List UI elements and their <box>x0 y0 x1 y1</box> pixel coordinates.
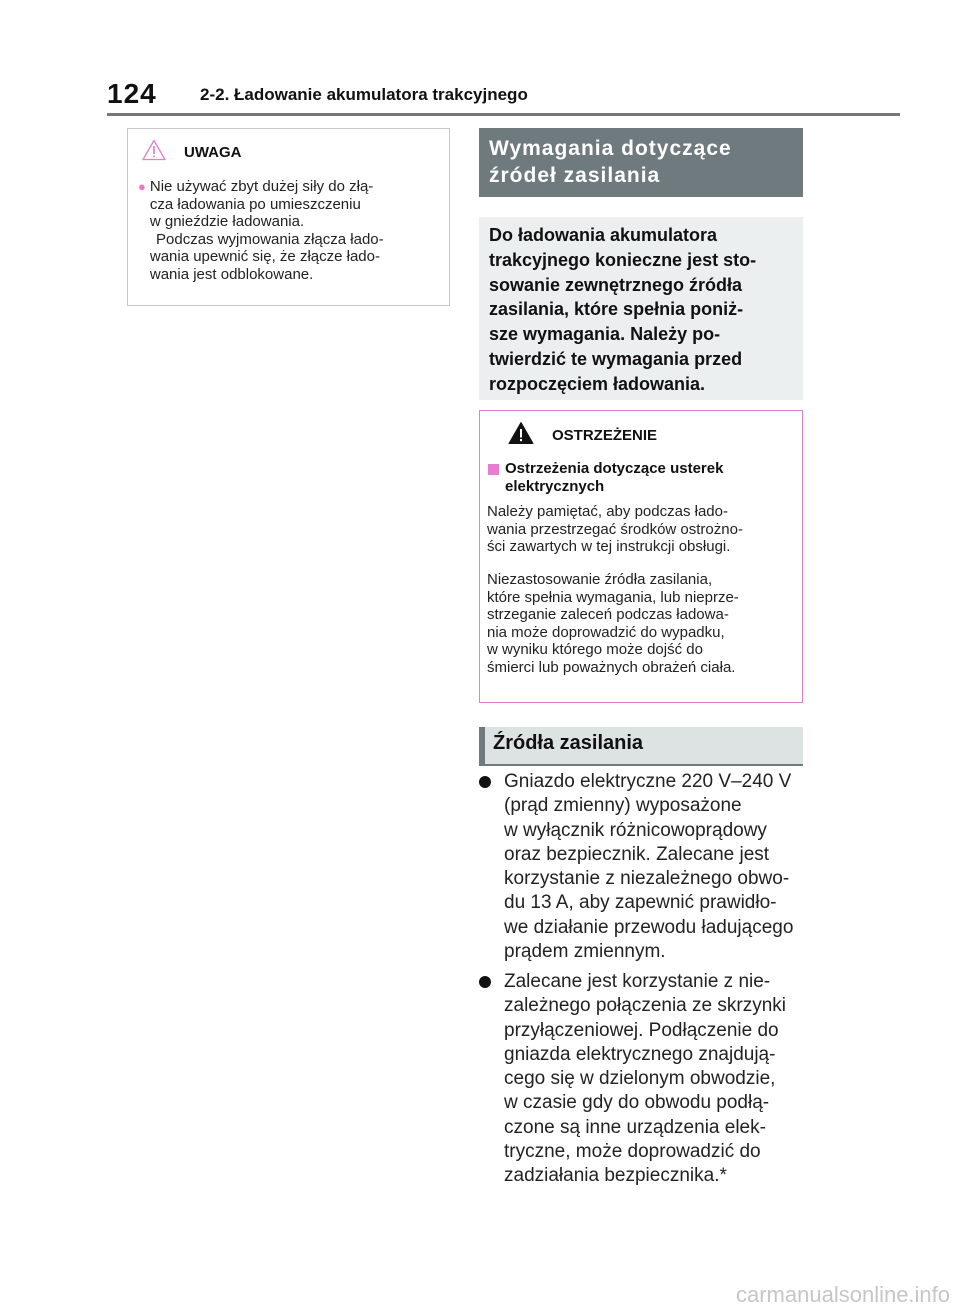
square-bullet-icon <box>488 464 499 475</box>
list-line: oraz bezpiecznik. Zalecane jest <box>504 843 770 865</box>
caution-line: Podczas wyjmowania złącza łado- <box>151 230 384 248</box>
bullet-dot: ● <box>138 179 146 194</box>
caution-line: cza ładowania po umieszczeniu <box>149 195 361 213</box>
caution-box <box>127 128 450 306</box>
warning-subheading <box>488 460 788 495</box>
heading-line: źródeł zasilania <box>489 164 661 187</box>
list-line: w czasie gdy do obwodu podłą- <box>504 1092 770 1114</box>
warning-paragraph-1 <box>487 503 795 556</box>
list-line: przyłączeniowej. Podłączenie do <box>504 1019 779 1041</box>
list-line: Zalecane jest korzystanie z nie- <box>504 971 771 992</box>
warning-triangle-filled-icon <box>508 421 534 450</box>
bullet-dot <box>479 776 491 788</box>
intro-text <box>489 223 794 397</box>
section-heading-text <box>489 135 732 189</box>
list-line: prądem zmiennym. <box>504 941 666 963</box>
intro-box <box>479 217 803 400</box>
list-item-text <box>504 970 786 1189</box>
caution-item <box>138 178 438 283</box>
list-line: czone są inne urządzenia elek- <box>504 1116 766 1138</box>
list-line: we działanie przewodu ładującego <box>504 916 794 938</box>
paragraph-line: nia może doprowadzić do wypadku, <box>487 623 725 641</box>
list-line: cego się w dzielonym obwodzie, <box>504 1068 776 1090</box>
caution-line: Nie używać zbyt dużej siły do złą- <box>149 178 374 195</box>
warning-box <box>479 410 803 703</box>
paragraph-line: Niezastosowanie źródła zasilania, <box>487 571 713 588</box>
list-line: zadziałania bezpiecznika.* <box>504 1165 727 1187</box>
paragraph-line: Należy pamiętać, aby podczas łado- <box>487 503 728 520</box>
list-line: gniazda elektrycznego znajdują- <box>504 1043 776 1065</box>
list-item-text <box>504 770 793 964</box>
paragraph-line: ści zawartych w tej instrukcji obsługi. <box>487 538 731 555</box>
header-rule <box>107 113 900 116</box>
list-line: korzystanie z niezależnego obwo- <box>504 868 790 890</box>
chapter-title: 2-2. Ładowanie akumulatora trakcyjnego <box>200 85 528 104</box>
list-line: w wyłącznik różnicowoprądowy <box>504 819 767 841</box>
watermark: carmanualsonline.info <box>736 1282 951 1307</box>
paragraph-line: strzeganie zaleceń podczas ładowa- <box>487 606 729 623</box>
list-item <box>479 970 809 1189</box>
warning-paragraph-2 <box>487 571 795 676</box>
caution-text <box>150 178 384 283</box>
list-line: Gniazdo elektryczne 220 V–240 V <box>504 771 792 792</box>
caution-line: w gnieździe ładowania. <box>149 213 305 230</box>
paragraph-line: które spełnia wymagania, lub nieprze- <box>487 588 739 606</box>
intro-line: sze wymagania. Należy po- <box>489 324 721 345</box>
section-heading-requirements <box>479 128 803 197</box>
warning-label: OSTRZEŻENIE <box>552 426 658 444</box>
caution-header <box>142 139 242 165</box>
list-line: (prąd zmienny) wyposażone <box>504 795 742 817</box>
list-line: du 13 A, aby zapewnić prawidło- <box>504 892 777 914</box>
page-number: 124 <box>107 78 157 109</box>
paragraph-line: wania przestrzegać środków ostrożno- <box>487 520 743 538</box>
subheading-line: elektrycznych <box>505 477 605 495</box>
intro-line: trakcyjnego konieczne jest sto- <box>489 249 757 270</box>
paragraph-line: śmierci lub poważnych obrażeń ciała. <box>487 658 736 676</box>
caution-line: wania upewnić się, że złącze łado- <box>149 248 380 265</box>
heading-accent-bar <box>479 727 485 764</box>
heading-line: Wymagania dotyczące <box>489 137 732 160</box>
warning-header <box>508 421 657 449</box>
section-heading-text: Źródła zasilania <box>493 732 644 754</box>
heading-underline <box>479 764 803 766</box>
intro-line: rozpoczęciem ładowania. <box>489 373 706 394</box>
list-line: tryczne, może doprowadzić do <box>504 1141 761 1163</box>
subheading-line: Ostrzeżenia dotyczące usterek <box>505 460 724 477</box>
bullet-dot <box>479 976 491 988</box>
caution-line: wania jest odblokowane. <box>149 265 314 283</box>
caution-label: UWAGA <box>184 143 242 161</box>
list-item <box>479 770 809 964</box>
intro-line: twierdzić te wymagania przed <box>489 348 743 369</box>
section-heading-sources <box>479 727 803 764</box>
list-line: zależnego połączenia ze skrzynki <box>504 995 786 1017</box>
intro-line: zasilania, które spełnia poniż- <box>489 299 744 320</box>
warning-triangle-outline-icon <box>142 139 166 166</box>
intro-line: sowanie zewnętrznego źródła <box>489 274 743 295</box>
paragraph-line: w wyniku którego może dojść do <box>487 641 703 658</box>
warning-subheading-text <box>505 460 723 495</box>
intro-line: Do ładowania akumulatora <box>489 225 718 245</box>
